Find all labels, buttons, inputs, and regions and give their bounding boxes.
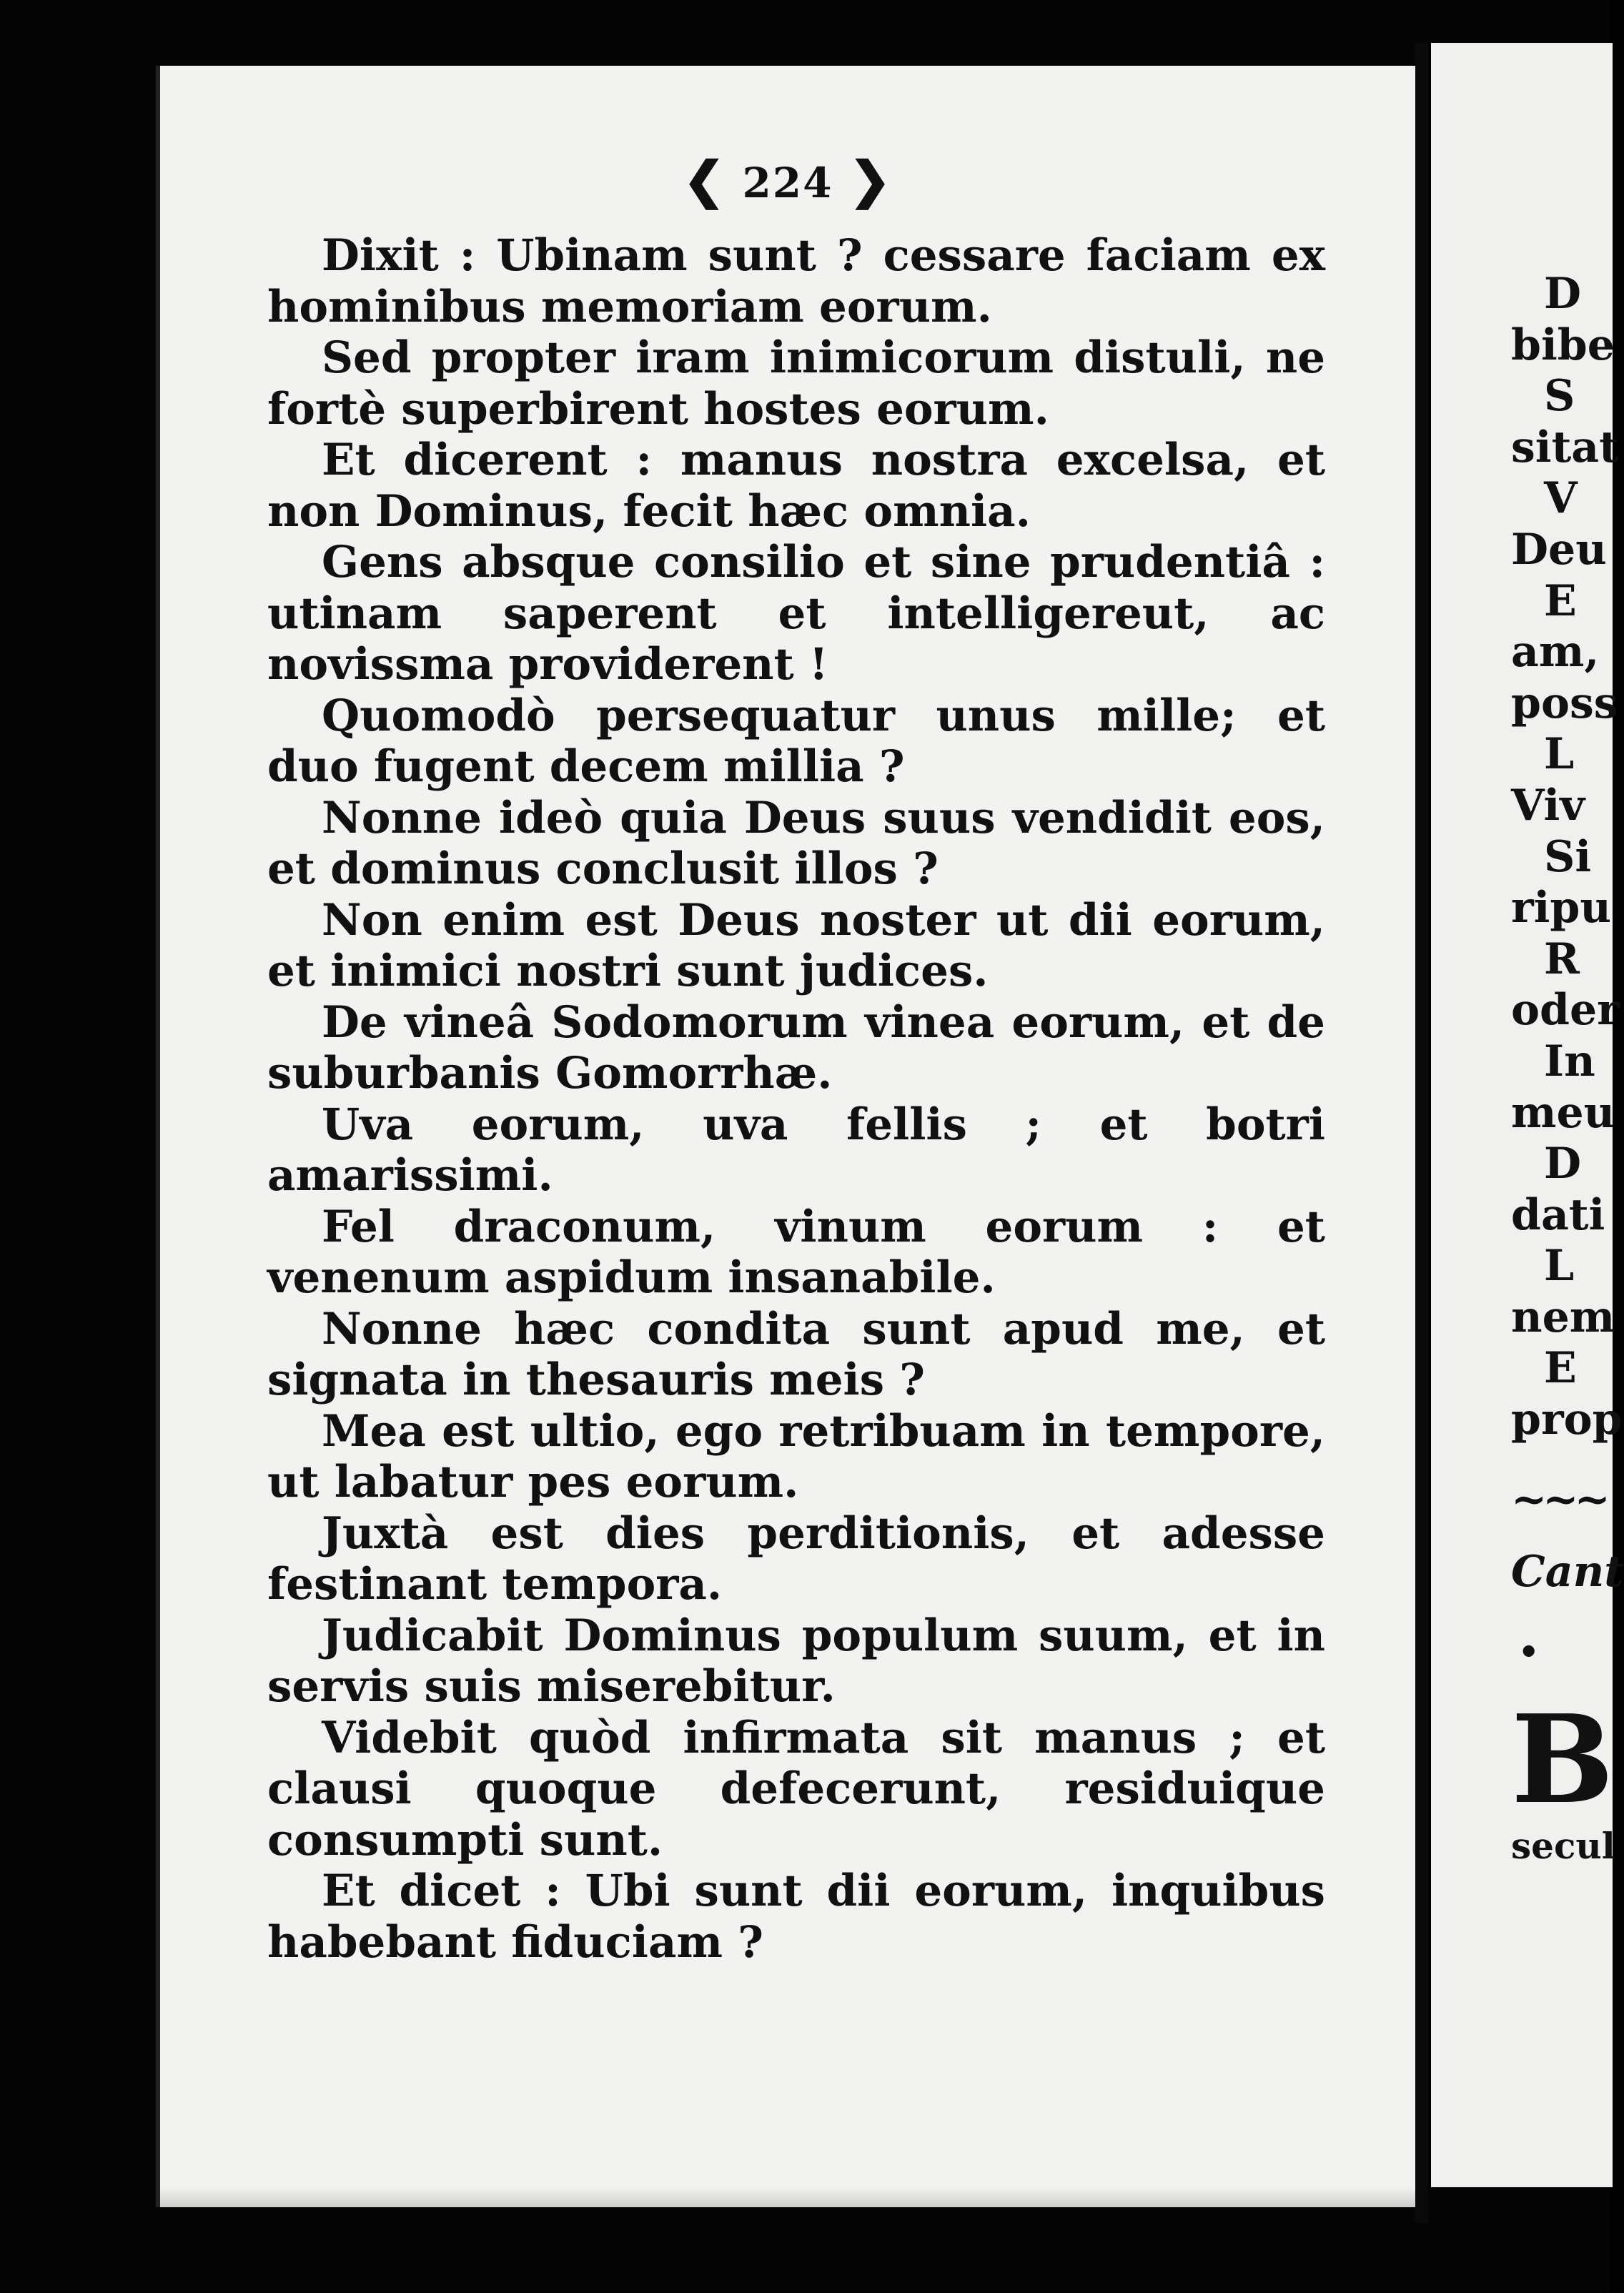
verse: Et dicerent : manus nostra excelsa, et non Dominus, fecit hæc omnia. [267, 435, 1325, 537]
fragment-line: sitat [1511, 422, 1619, 472]
verse: Non enim est Deus noster ut dii eorum, et inimici nostri sunt judices. [267, 894, 1325, 996]
verse: Uva eorum, uva fellis ; et botri amarissimi. [267, 1099, 1325, 1201]
verse: Dixit : Ubinam sunt ? cessare faciam ex hominibus memoriam eorum. [267, 230, 1325, 332]
fragment-line: secul [1511, 1825, 1615, 1868]
fragment-line: poss [1511, 678, 1618, 728]
fragment-line: R [1544, 933, 1580, 984]
left-page [156, 66, 1415, 2207]
fragment-line: Viv [1511, 780, 1585, 831]
verse-text [267, 230, 1325, 1968]
drop-capital: B [1511, 1688, 1614, 1832]
fragment-line: In [1544, 1036, 1595, 1086]
book-gutter [1415, 43, 1428, 2223]
verse: De vineâ Sodomorum vinea eorum, et de suburbanis Gomorrhæ. [267, 996, 1325, 1099]
verse: Quomodò persequatur unus mille; et duo fugent decem millia ? [267, 690, 1325, 792]
verse: Videbit quòd infirmata sit manus ; et clausi quoque defecerunt, residuique consumpti sunt. [267, 1712, 1325, 1866]
verse: Nonne hæc condita sunt apud me, et signata in thesauris meis ? [267, 1303, 1325, 1405]
fragment-line: S [1544, 371, 1575, 422]
fragment-line: Si [1544, 831, 1592, 882]
verse: Mea est ultio, ego retribuam in tempore, ut labatur pes eorum. [267, 1405, 1325, 1507]
verse: Nonne ideò quia Deus suus vendidit eos, et dominus conclusit illos ? [267, 792, 1325, 894]
verse: Fel draconum, vinum eorum : et venenum aspidum insanabile. [267, 1201, 1325, 1303]
fragment-line: V [1544, 473, 1578, 524]
fragment-line: L [1544, 729, 1575, 780]
page-header [160, 150, 1415, 209]
fragment-line: Deu [1511, 524, 1607, 575]
fragment-line: D [1544, 1139, 1582, 1189]
ornament-left-icon: ❮ [683, 150, 727, 209]
divider-ornament: ~~~ [1511, 1474, 1606, 1525]
verse: Juxtà est dies perditionis, et adesse festinant tempora. [267, 1507, 1325, 1610]
fragment-line: E [1544, 575, 1577, 626]
fragment-line: bibe [1511, 320, 1615, 370]
verse: Judicabit Dominus populum suum, et in servis suis miserebitur. [267, 1610, 1325, 1712]
right-page-text [1511, 269, 1624, 1872]
fragment-line: am, [1511, 627, 1600, 678]
fragment-line: L [1544, 1241, 1575, 1292]
fragment-line: prop [1511, 1395, 1623, 1445]
fragment-line: nem [1511, 1292, 1615, 1342]
verse: Et dicet : Ubi sunt dii eorum, inquibus habebant fiduciam ? [267, 1866, 1325, 1968]
verse: Sed propter iram inimicorum distuli, ne fortè superbirent hostes eorum. [267, 332, 1325, 435]
page-number: 224 [742, 159, 833, 207]
fragment-heading: Cant [1511, 1547, 1624, 1598]
fragment-line: dati [1511, 1189, 1605, 1240]
right-page-fragment [1428, 43, 1624, 2187]
fragment-line: meu [1511, 1087, 1615, 1138]
fragment-line: oder [1511, 985, 1620, 1036]
ornament-right-icon: ❯ [848, 150, 893, 209]
verse: Gens absque consilio et sine prudentiâ : utinam saperent et intelligereut, ac novissma providerent ! [267, 537, 1325, 690]
fragment-line: E [1544, 1343, 1577, 1394]
fragment-line: ripu [1511, 883, 1611, 933]
bullet-mark: • [1518, 1632, 1540, 1671]
fragment-line: D [1544, 269, 1582, 319]
